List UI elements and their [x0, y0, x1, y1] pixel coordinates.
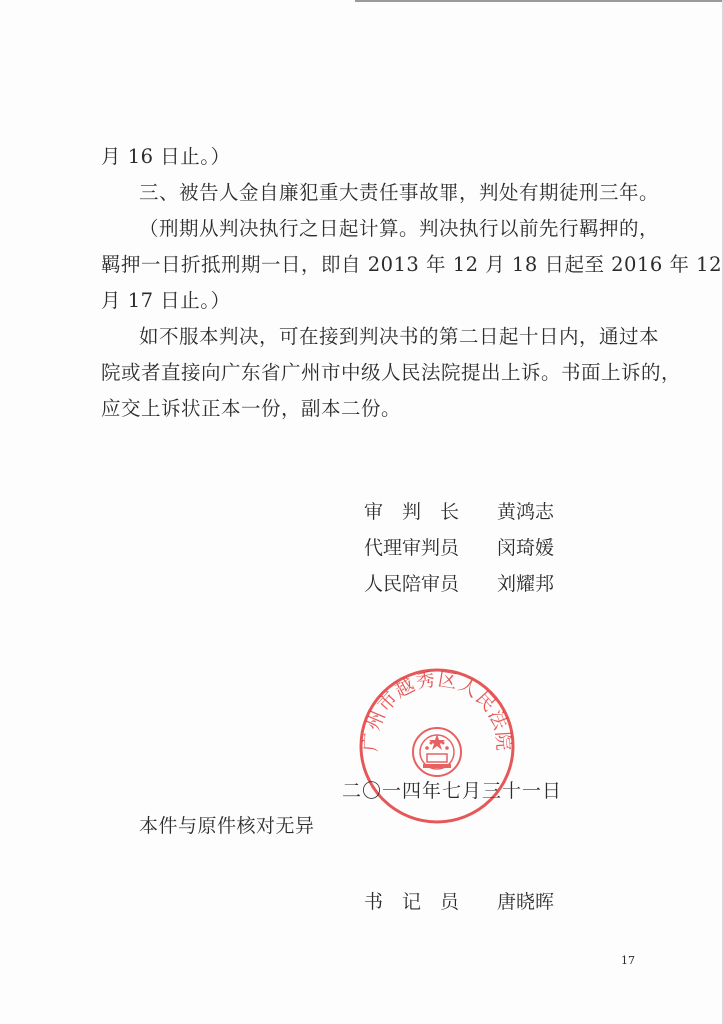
acting-judge-role: 代理审判员 [364, 537, 460, 559]
body-line-3: （刑期从判决执行之日起计算。判决执行以前先行羁押的， [139, 217, 660, 240]
body-line-1: 月 16 日止。） [101, 145, 231, 168]
presiding-judge-name: 黄鸿志 [497, 501, 555, 523]
body-line-7: 院或者直接向广东省广州市中级人民法院提出上诉。书面上诉的， [101, 361, 682, 384]
acting-judge-name: 闵琦媛 [497, 537, 555, 559]
juror-name: 刘耀邦 [497, 573, 555, 595]
body-line-6: 如不服本判决，可在接到判决书的第二日起十日内，通过本 [139, 325, 660, 348]
national-emblem-icon [413, 728, 461, 776]
body-line-5: 月 17 日止。） [101, 289, 231, 312]
juror-role: 人民陪审员 [364, 573, 460, 595]
clerk-role: 书 记 员 [364, 891, 460, 913]
scan-edge-top [355, 0, 724, 2]
judgment-date: 二〇一四年七月三十一日 [342, 780, 563, 802]
seal-text: 广州市越秀区人民法院 [359, 668, 515, 753]
body-line-8: 应交上诉状正本一份，副本二份。 [101, 397, 402, 420]
presiding-judge-role: 审 判 长 [364, 501, 460, 523]
body-line-2: 三、被告人金自廉犯重大责任事故罪，判处有期徒刑三年。 [139, 181, 660, 204]
clerk-name: 唐晓晖 [497, 891, 555, 913]
page-number: 17 [621, 954, 635, 967]
certification-note: 本件与原件核对无异 [139, 815, 315, 837]
body-line-4: 羁押一日折抵刑期一日，即自 2013 年 12 月 18 日起至 2016 年 12 [101, 253, 722, 276]
